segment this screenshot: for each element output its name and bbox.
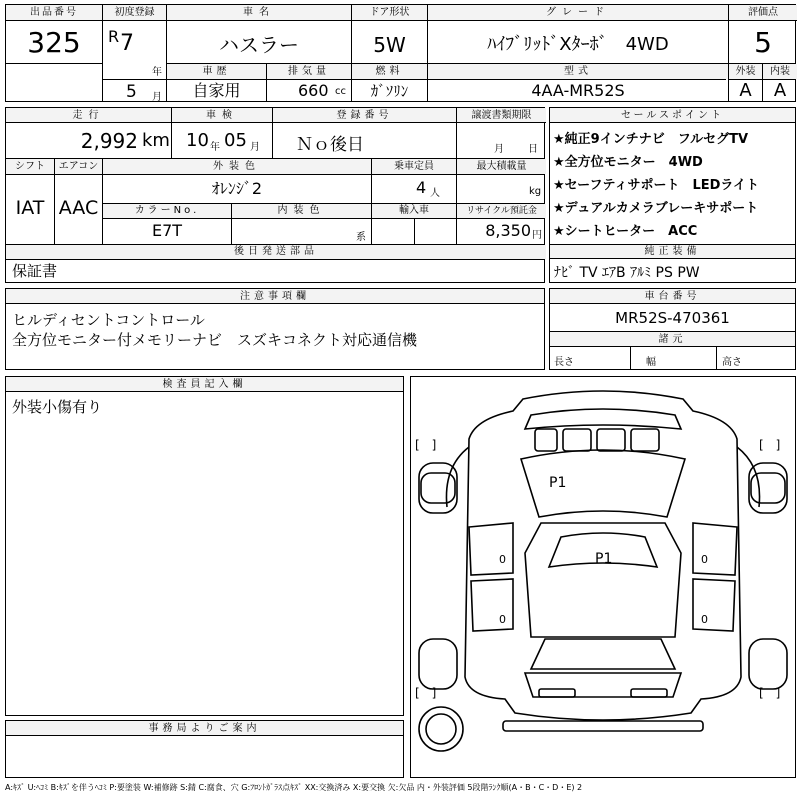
chassis-label: 車台番号 <box>550 289 795 304</box>
sales-point-item: ★全方位モニター 4WD <box>553 155 703 170</box>
first-registration-label: 初度登録 <box>103 5 166 21</box>
recycle-fee: 8,350 <box>485 221 531 240</box>
shift-label: シフト <box>6 159 54 174</box>
car-outline-graphic <box>411 377 795 777</box>
door-type: 5W <box>373 33 406 57</box>
office-notice-label: 事務局よりご案内 <box>6 721 403 736</box>
model-code: 4AA-MR52S <box>531 81 625 100</box>
door-label: ドア形状 <box>352 5 427 21</box>
later-parts-label: 後日発送部品 <box>6 245 546 259</box>
transfer-day-unit: 日 <box>528 144 538 155</box>
registration-year: 7 <box>120 31 134 56</box>
import-label: 輸入車 <box>372 204 456 218</box>
exterior-color-label: 外装色 <box>103 159 371 174</box>
interior-grade: A <box>773 81 787 101</box>
notes-label: 注意事項欄 <box>6 289 544 304</box>
max-load-label: 最大積載量 <box>457 159 546 174</box>
lot-number-label: 出品番号 <box>6 5 102 21</box>
history-label: 車歴 <box>167 64 266 79</box>
inspector-section <box>5 376 404 716</box>
model-label: 型式 <box>428 64 728 79</box>
interior-color-label: 内装色 <box>232 204 371 218</box>
sales-point-item: ★セーフティサポート LEDライト <box>553 178 760 193</box>
car-history: 自家用 <box>192 81 241 100</box>
era-label: R <box>108 27 120 46</box>
fuel-label: 燃料 <box>352 64 427 79</box>
header-section <box>5 4 796 102</box>
dimensions-label: 諸元 <box>550 332 795 347</box>
damage-mark: P1 <box>549 475 567 491</box>
sales-point-item: ★シートヒーター ACC <box>553 224 698 239</box>
inspection-month-unit: 月 <box>250 142 260 153</box>
note-line: 全方位モニター付メモリーナビ スズキコネクト対応通信機 <box>12 331 418 349</box>
month-unit: 月 <box>152 92 162 103</box>
grade: ﾊｲﾌﾞﾘｯﾄﾞXﾀｰﾎﾞ 4WD <box>487 34 669 55</box>
fuel-type: ｶﾞｿﾘﾝ <box>370 82 409 100</box>
transfer-month-unit: 月 <box>494 144 504 155</box>
exterior-color: ｵﾚﾝｼﾞ2 <box>211 179 263 198</box>
later-parts: 保証書 <box>12 262 58 280</box>
tire-mark: 0 <box>499 553 506 566</box>
office-notice-section <box>5 720 404 778</box>
height-label: 高さ <box>722 357 742 368</box>
color-number-label: カラーNo. <box>103 204 231 218</box>
interior-color-unit: 系 <box>356 232 366 243</box>
damage-mark: P1 <box>595 551 613 567</box>
shift-value: IAT <box>15 197 45 219</box>
inspector-comment: 外装小傷有り <box>12 398 103 416</box>
registration-month: 5 <box>126 82 137 102</box>
recycle-label: リサイクル預託金 <box>457 204 546 218</box>
chassis-section <box>549 288 796 370</box>
sales-points-section <box>549 107 796 283</box>
tire-mark: 0 <box>499 613 506 626</box>
inspection-month: 05 <box>224 130 247 151</box>
exterior-grade: A <box>739 81 752 101</box>
bracket-mark: [ ] <box>415 686 437 700</box>
legend-text: A:ｷｽﾞ U:ﾍｺﾐ B:ｷｽﾞを伴うﾍｺﾐ P:要塗装 W:補修跡 S:錆 C:腐食、穴 G:ﾌﾛﾝﾄｶﾞﾗｽ点ｷｽﾞ XX:交換済み X:要交換 欠:欠品 内・外装評価 5段階ﾗﾝｸ順(A・B・C・D・E) 2 <box>5 783 583 792</box>
lot-number: 325 <box>27 26 81 59</box>
recycle-unit: 円 <box>532 230 542 241</box>
registration-number: Ｎｏ後日 <box>296 135 364 155</box>
score-label: 評価点 <box>729 5 797 21</box>
tire-mark: 0 <box>701 553 708 566</box>
bracket-mark: [ ] <box>415 438 437 452</box>
sales-point-item: ★純正9インチナビ フルセグTV <box>553 132 749 147</box>
score: 5 <box>754 26 772 59</box>
displacement-label: 排気量 <box>267 64 351 79</box>
inspector-label: 検査員記入欄 <box>6 377 403 392</box>
inspection-year: 10 <box>186 130 209 151</box>
reg-number-label: 登録番号 <box>273 108 456 123</box>
note-line: ヒルディセントコントロール <box>12 311 205 329</box>
year-unit: 年 <box>152 67 162 78</box>
interior-label: 内装 <box>763 64 797 79</box>
aircon-value: AAC <box>58 197 99 219</box>
displacement: 660 <box>298 81 329 100</box>
sales-point-item: ★デュアルカメラブレーキサポート <box>553 201 759 216</box>
capacity-label: 乗車定員 <box>372 159 456 174</box>
car-name-label: 車名 <box>167 5 351 21</box>
mileage-unit: km <box>142 130 170 151</box>
grade-label: グレード <box>428 5 728 21</box>
notes-section <box>5 288 545 370</box>
capacity-unit: 人 <box>430 188 440 199</box>
equipment-label: 純正装備 <box>550 245 795 259</box>
exterior-label: 外装 <box>729 64 762 79</box>
tire-mark: 0 <box>701 613 708 626</box>
mileage-value: 2,992 <box>80 129 138 153</box>
load-unit: kg <box>529 186 542 197</box>
capacity-value: 4 <box>416 178 427 197</box>
bracket-mark: [ ] <box>759 438 781 452</box>
chassis-number: MR52S-470361 <box>615 309 730 327</box>
width-label: 幅 <box>646 357 656 368</box>
mileage-label: 走行 <box>6 108 171 123</box>
bracket-mark: [ ] <box>759 686 781 700</box>
length-label: 長さ <box>554 357 574 368</box>
vehicle-info-section <box>5 107 545 283</box>
aircon-label: エアコン <box>55 159 102 174</box>
transfer-deadline-label: 譲渡書類期限 <box>457 108 546 123</box>
color-number: E7T <box>151 221 183 240</box>
displacement-unit: cc <box>335 86 346 97</box>
car-damage-diagram <box>410 376 796 778</box>
equipment-list: ﾅﾋﾞ TV ｴｱB ｱﾙﾐ PS PW <box>554 265 700 281</box>
sales-points-label: セールスポイント <box>550 108 795 123</box>
inspection-year-unit: 年 <box>210 142 220 153</box>
inspection-label: 車検 <box>172 108 272 123</box>
car-name: ハスラー <box>219 33 299 57</box>
